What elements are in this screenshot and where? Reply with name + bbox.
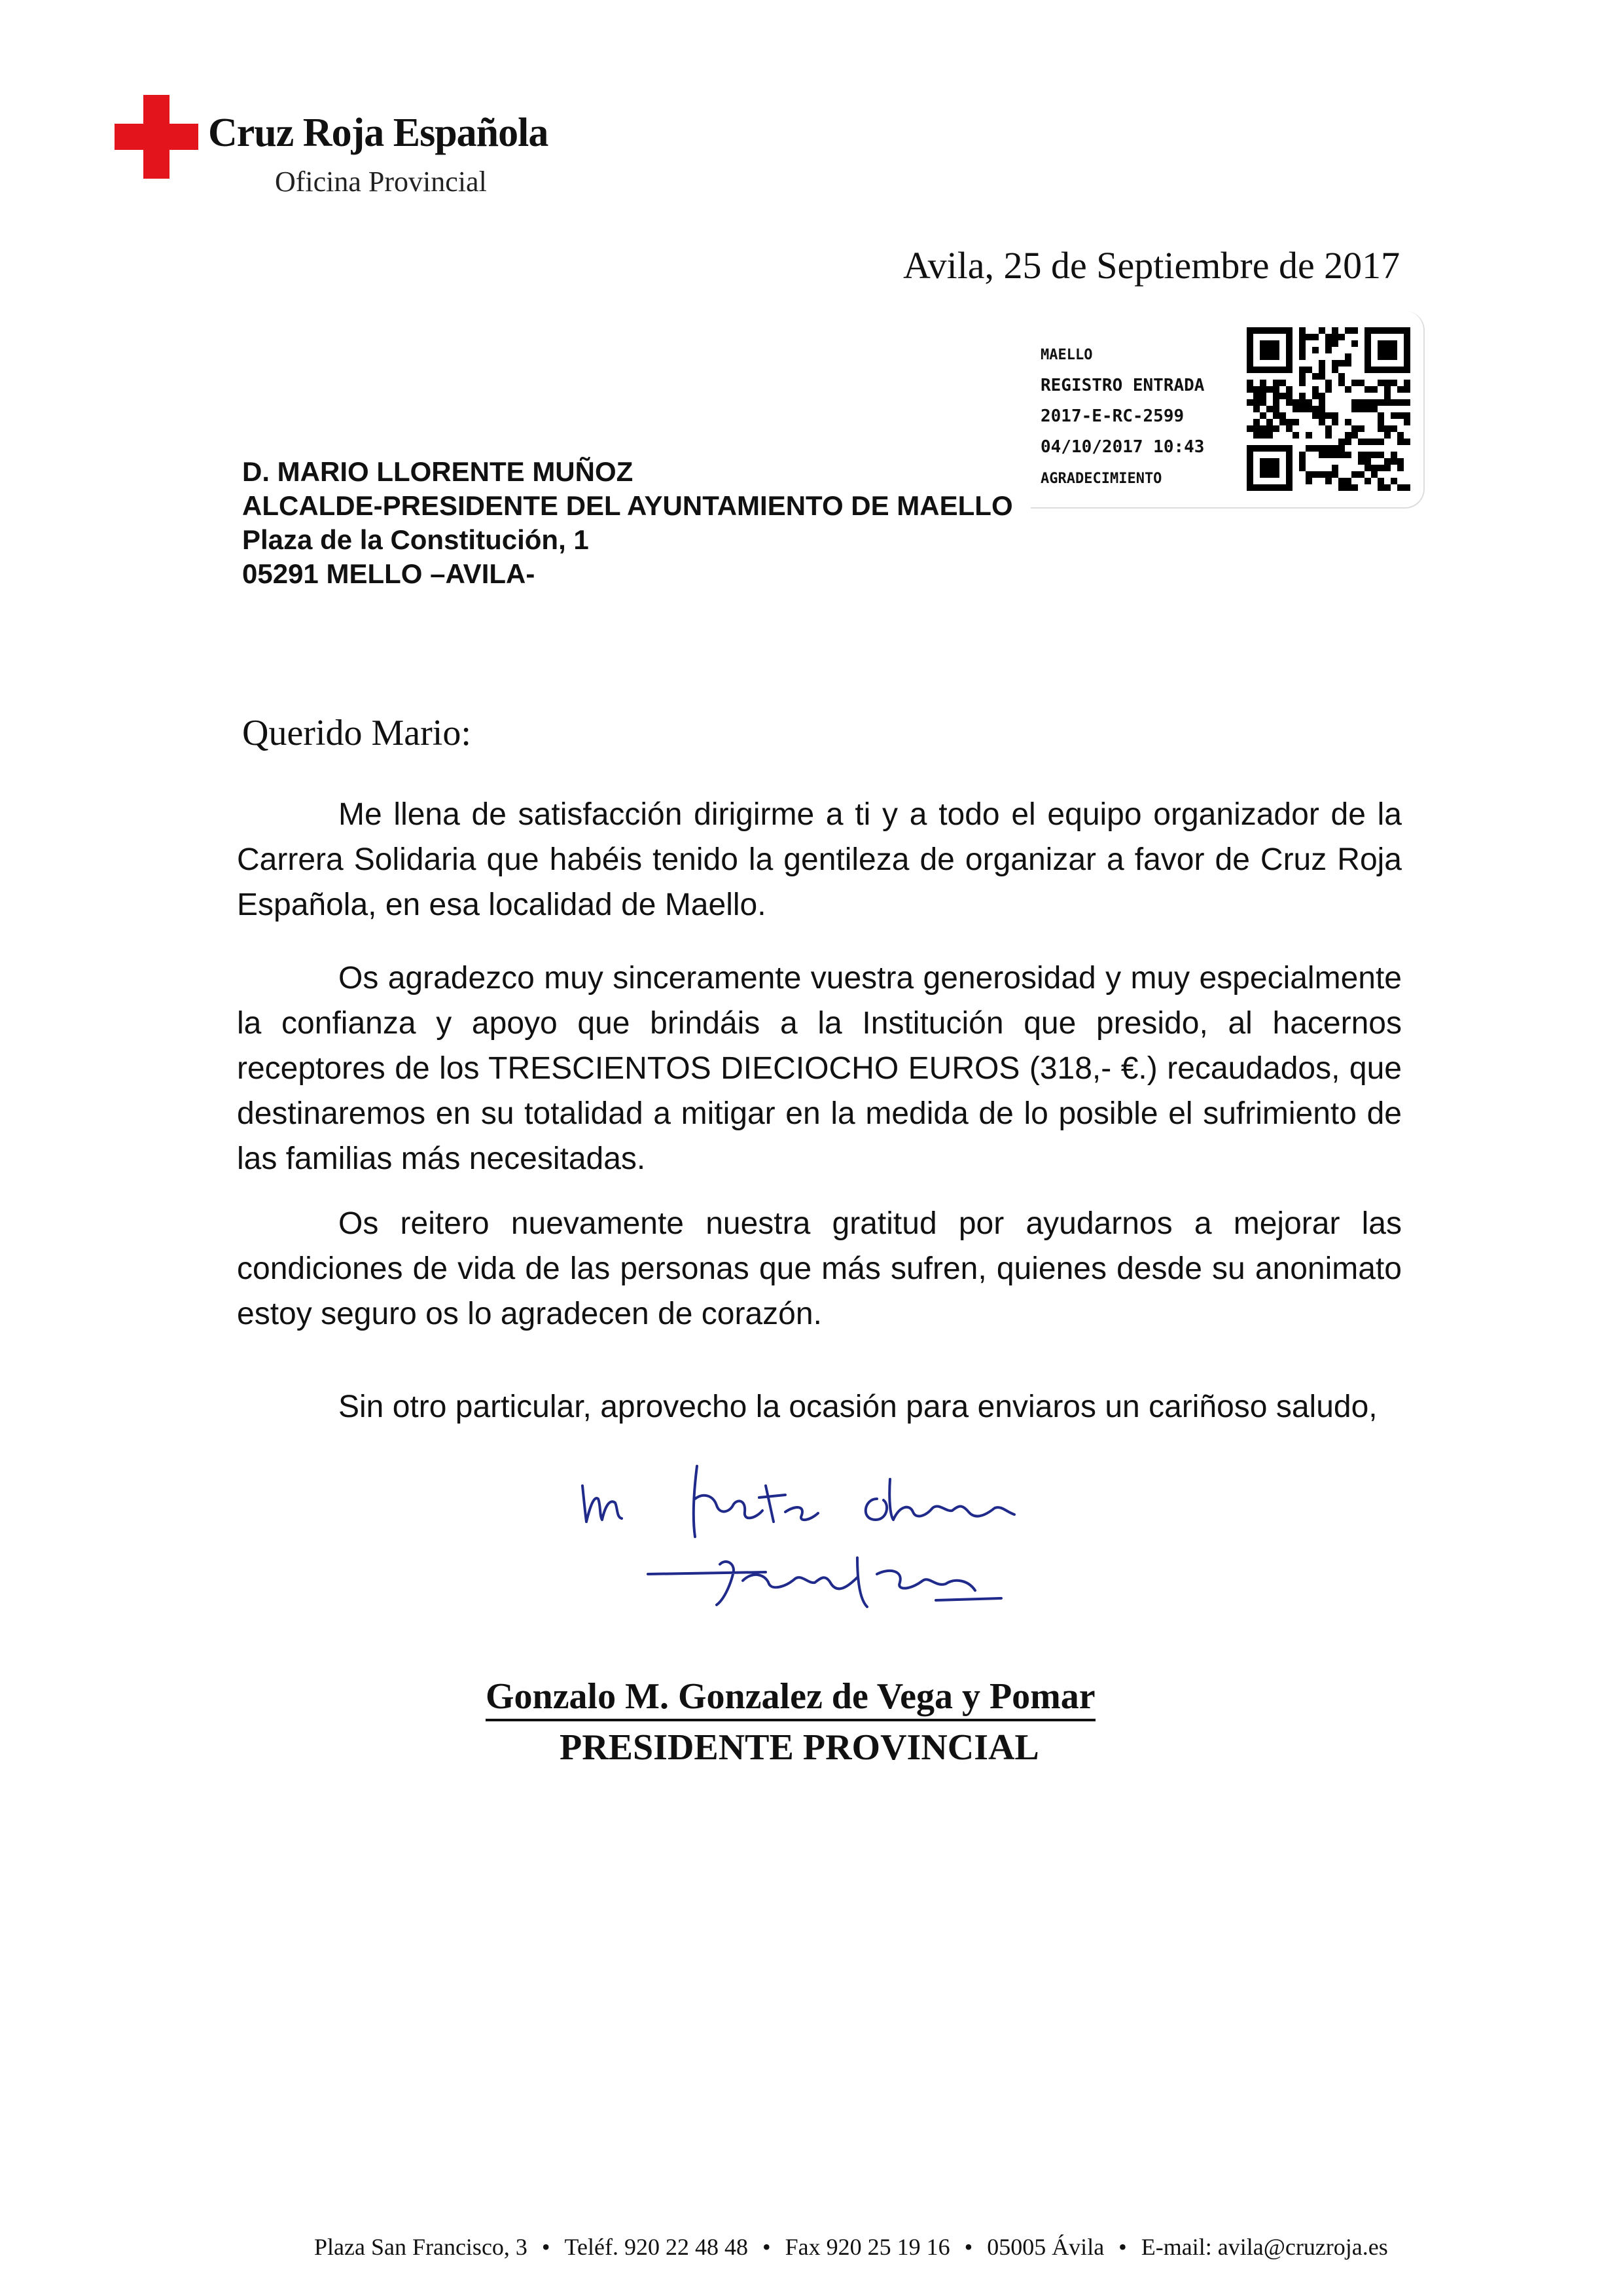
footer-address: Plaza San Francisco, 3: [314, 2234, 527, 2260]
footer-contact: [314, 2233, 1388, 2261]
handwritten-signature: [569, 1460, 1106, 1643]
signer-name: Gonzalo M. Gonzalez de Vega y Pomar: [486, 1676, 1096, 1721]
footer-separator: •: [1118, 2234, 1127, 2260]
letter-date: Avila, 25 de Septiembre de 2017: [903, 244, 1400, 287]
body-paragraph: Os agradezco muy sinceramente vuestra generosidad y muy especialmente la confianza y apoyo que brindáis a la Institución que presido, al hacernos receptores de los TRESCIENTOS DIECIOCHO EUROS (318,- €.) recaudados, que destinaremos en su totalidad a mitigar en la medida de lo posible el sufrimiento de las familias más necesitadas.: [237, 961, 1402, 1176]
red-cross-icon: [115, 95, 198, 179]
footer-fax: Fax 920 25 19 16: [785, 2234, 950, 2260]
stamp-line-3: 2017-E-RC-2599: [1041, 406, 1185, 426]
qr-code-icon: [1247, 327, 1410, 491]
stamp-line-1: MAELLO: [1041, 347, 1093, 363]
closing-paragraph: Sin otro particular, aprovecho la ocasión para enviaros un cariñoso saludo,: [338, 1390, 1378, 1424]
salutation: Querido Mario:: [242, 713, 471, 753]
body-paragraph: Os reitero nuevamente nuestra gratitud por ayudarnos a mejorar las condiciones de vida de las personas que más sufren, quienes desde su anonimato estoy seguro os lo agradecen de corazón.: [237, 1206, 1402, 1331]
office-name: Oficina Provincial: [275, 166, 487, 198]
stamp-line-2: REGISTRO ENTRADA: [1041, 376, 1205, 395]
stamp-line-5: AGRADECIMIENTO: [1041, 471, 1162, 487]
recipient-position: ALCALDE-PRESIDENTE DEL AYUNTAMIENTO DE MAELLO: [242, 490, 1013, 521]
footer-email: E-mail: avila@cruzroja.es: [1141, 2234, 1388, 2260]
recipient-address: Plaza de la Constitución, 1: [242, 524, 589, 555]
signer-title: PRESIDENTE PROVINCIAL: [560, 1727, 1039, 1768]
recipient-name: D. MARIO LLORENTE MUÑOZ: [242, 456, 633, 487]
registry-stamp-text: [1041, 339, 1204, 494]
recipient-city: 05291 MELLO –AVILA-: [242, 558, 535, 589]
stamp-line-4: 04/10/2017 10:43: [1041, 437, 1205, 457]
organization-name: Cruz Roja Española: [208, 111, 548, 155]
footer-separator: •: [964, 2234, 973, 2260]
recipient-block: [242, 455, 1013, 591]
footer-separator: •: [541, 2234, 550, 2260]
body-paragraph: Me llena de satisfacción dirigirme a ti y a todo el equipo organizador de la Carrera Solidaria que habéis tenido la gentileza de organizar a favor de Cruz Roja Española, en esa localidad de Maello.: [237, 797, 1402, 922]
footer-phone: Teléf. 920 22 48 48: [564, 2234, 748, 2260]
footer-separator: •: [762, 2234, 771, 2260]
footer-city: 05005 Ávila: [987, 2234, 1105, 2260]
